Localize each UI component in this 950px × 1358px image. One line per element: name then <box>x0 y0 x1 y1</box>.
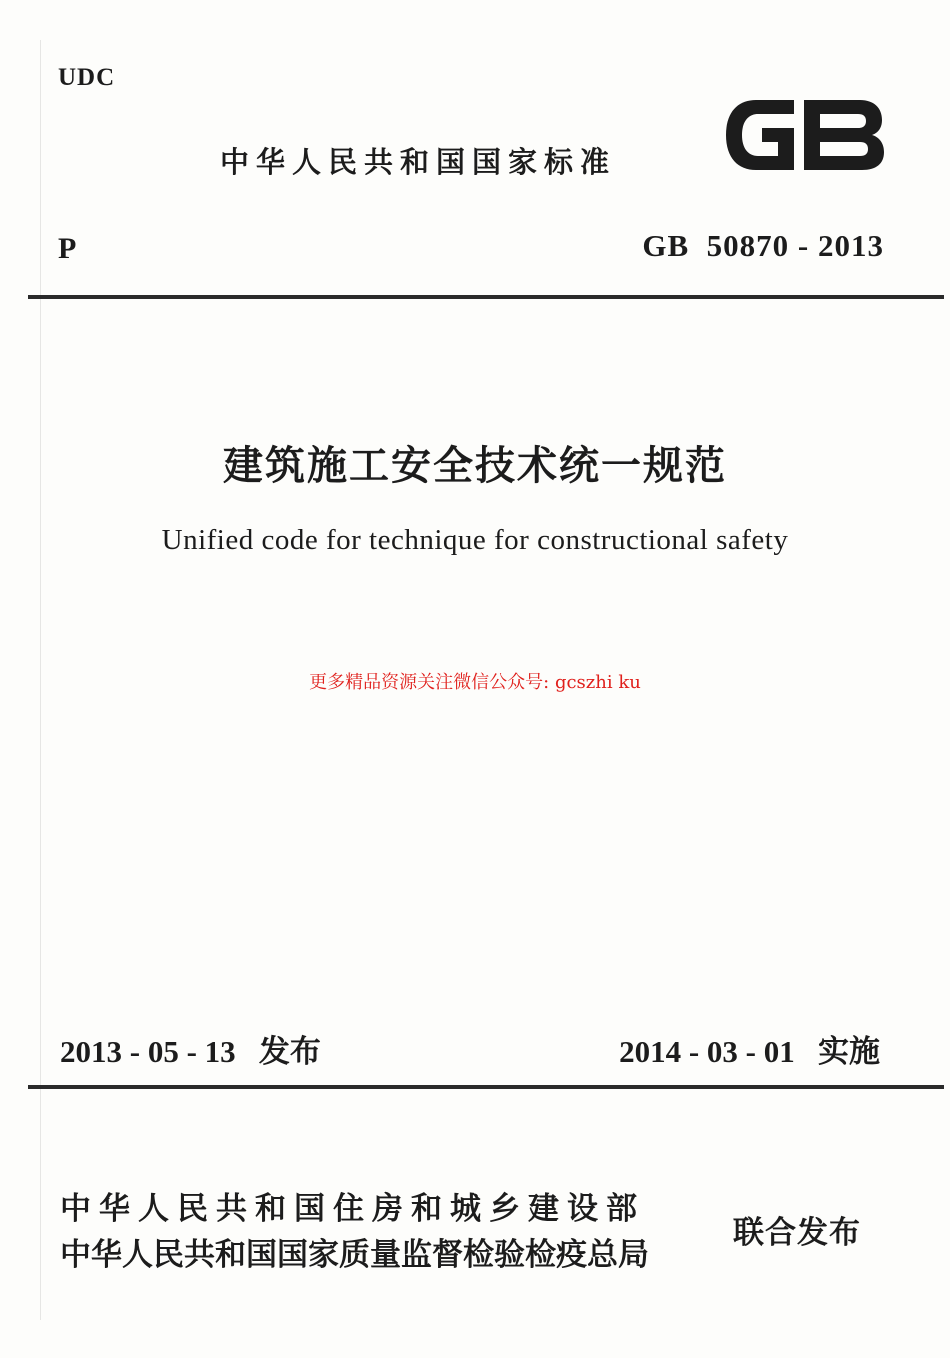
watermark-text: 更多精品资源关注微信公众号: gcszhi ku <box>309 672 641 693</box>
issue-date: 2013 - 05 - 13 <box>60 1034 236 1069</box>
classification-code: P <box>58 232 77 265</box>
udc-label: UDC <box>58 64 116 91</box>
gb-logo <box>720 92 886 178</box>
implement-date: 2014 - 03 - 01 <box>619 1034 795 1069</box>
standard-type-heading: 中华人民共和国国家标准 <box>220 145 617 179</box>
header-divider <box>28 295 944 299</box>
issue-label: 发布 <box>258 1034 321 1070</box>
publisher-line-2: 中华人民共和国国家质量监督检验检疫总局 <box>60 1237 649 1273</box>
issue-date-block <box>60 1026 321 1071</box>
implement-date-block <box>619 1026 880 1071</box>
title-english: Unified code for technique for constructional safety <box>161 524 789 556</box>
implement-label: 实施 <box>818 1034 880 1070</box>
standard-number: GB 50870 - 2013 <box>642 228 884 263</box>
publisher-line-1: 中华人民共和国住房和城乡建设部 <box>60 1191 645 1227</box>
title-chinese: 建筑施工安全技术统一规范 <box>223 442 727 489</box>
footer-divider <box>28 1085 944 1089</box>
joint-release-label: 联合发布 <box>733 1215 861 1251</box>
